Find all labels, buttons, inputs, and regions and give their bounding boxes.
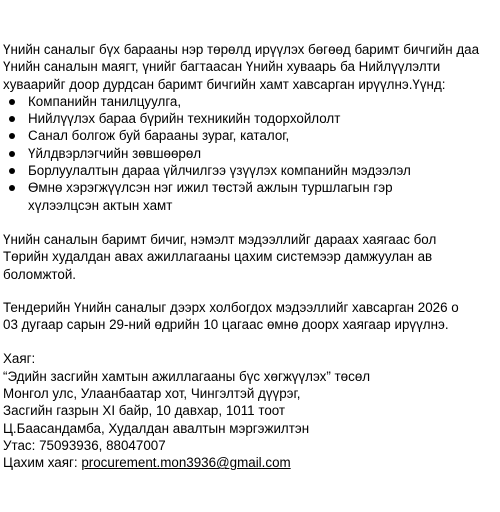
- contact-person: Ц.Баасандамба, Худалдан авалтын мэргэжилтэн: [3, 420, 310, 436]
- list-item: [3, 110, 500, 127]
- project-name: “Эдийн засгийн хамтын ажиллагааны бүс хөгжүүлэх” төсөл: [3, 368, 371, 384]
- phone-numbers: Утас: 75093936, 88047007: [3, 437, 166, 453]
- procurement-notice: [3, 41, 500, 472]
- list-item-text: хүлээлцсэн актын хамт: [28, 197, 173, 213]
- deadline-paragraph: [3, 299, 500, 334]
- documents-line-1: Үнийн саналын баримт бичиг, нэмэлт мэдээллийг дараах хаягаас бол: [3, 231, 437, 247]
- list-item: [3, 127, 500, 144]
- list-item: [3, 93, 500, 110]
- bullet-icon: [9, 151, 15, 157]
- list-item-text: Компанийн танилцуулга,: [28, 93, 182, 109]
- address-line-1: Монгол улс, Улаанбаатар хот, Чингэлтэй дүүрэг,: [3, 386, 301, 402]
- intro-paragraph: [3, 41, 500, 93]
- deadline-line-1: Тендерийн Үнийн саналыг дээрх холбогдох мэдээллийг хавсарган 2026 о: [3, 299, 459, 315]
- documents-paragraph: [3, 231, 500, 283]
- bullet-icon: [9, 133, 15, 139]
- list-item-text: Санал болгож буй барааны зураг, каталог,: [28, 128, 290, 144]
- list-item: [3, 145, 500, 162]
- address-block: [3, 350, 500, 471]
- email-link[interactable]: procurement.mon3936@gmail.com: [81, 455, 291, 471]
- list-item-text: Борлуулалтын дараа үйлчилгээ үзүүлэх компанийн мэдээлэл: [28, 163, 411, 179]
- intro-line-2: Үнийн саналын маягт, үнийг багтаасан Үнийн хуваарь ба Нийлүүлэлти: [3, 59, 441, 75]
- list-item: [3, 179, 500, 196]
- list-item-text: Үйлдвэрлэгчийн зөвшөөрөл: [28, 145, 202, 161]
- email-label: Цахим хаяг:: [3, 455, 82, 471]
- bullet-icon: [9, 168, 15, 174]
- bullet-icon: [9, 99, 15, 105]
- documents-line-2: Төрийн худалдан авах ажиллагааны цахим системээр дамжуулан ав: [3, 249, 433, 265]
- list-item-continuation: [3, 197, 500, 214]
- list-item: [3, 162, 500, 179]
- intro-line-3: хуваарийг доор дурдсан баримт бичгийн хамт хавсарган ирүүлнэ.Үүнд:: [3, 76, 446, 92]
- list-item-text: Өмнө хэрэгжүүлсэн нэг ижил төстэй ажлын туршлагын гэр: [28, 180, 393, 196]
- address-label: Хаяг:: [3, 351, 36, 367]
- required-documents-list: [3, 93, 500, 214]
- documents-line-3: боломжтой.: [3, 266, 77, 282]
- address-line-2: Засгийн газрын XI байр, 10 давхар, 1011 тоот: [3, 403, 286, 419]
- deadline-line-2: 03 дугаар сарын 29-ний өдрийн 10 цагаас өмнө доорх хаягаар ирүүлнэ.: [3, 317, 449, 333]
- list-item-text: Нийлүүлэх бараа бүрийн техникийн тодорхойлолт: [28, 111, 341, 127]
- email-line: [3, 454, 500, 471]
- bullet-icon: [9, 116, 15, 122]
- intro-line-1: Үнийн саналыг бүх барааны нэр төрөлд ирүүлэх бөгөөд баримт бичгийн даа: [3, 42, 480, 57]
- bullet-icon: [9, 185, 15, 191]
